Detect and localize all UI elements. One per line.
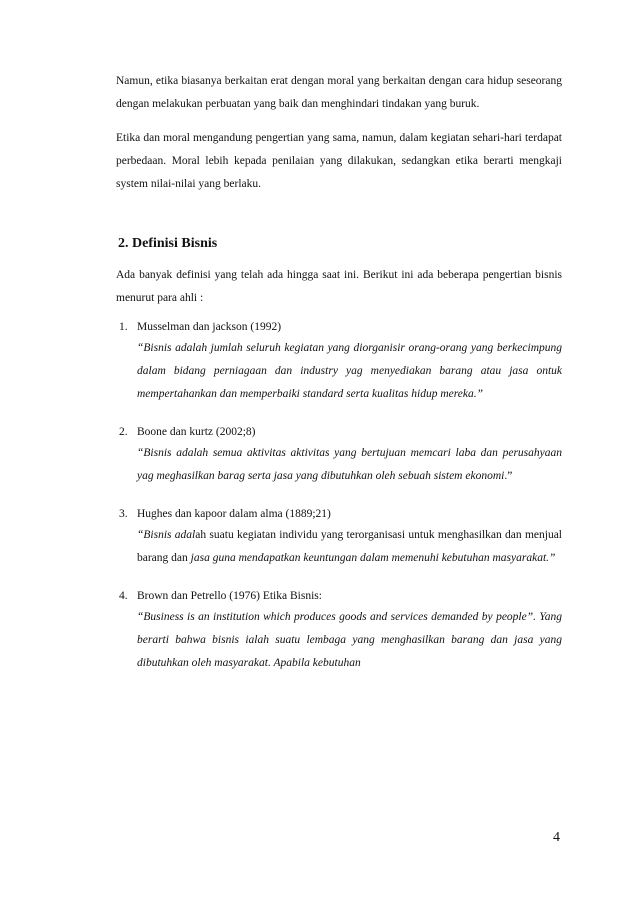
page-content <box>116 70 562 692</box>
item-quote <box>137 606 562 675</box>
definition-list <box>116 318 562 675</box>
item-source: Brown dan Petrello (1976) Etika Bisnis: <box>137 590 322 602</box>
list-item <box>116 318 562 406</box>
item-source: Hughes dan kapoor dalam alma (1889;21) <box>137 508 331 520</box>
quote-text: “Bisnis adalah semua aktivitas aktivitas yang bertujuan memcari laba dan perusahyaan yag meghasilkan barag serta jasa yang dibutuhkan oleh sebuah sistem ekonomi <box>137 447 562 482</box>
page-number: 4 <box>553 830 560 845</box>
quote-end: .” <box>504 470 513 482</box>
item-number: 2. <box>119 426 128 438</box>
quote-plain: ah suatu kegiatan individu yang terorganisasi untuk menghasilkan dan menjual barang dan <box>137 529 562 564</box>
item-quote <box>137 524 562 570</box>
paragraph-etika-moral: Namun, etika biasanya berkaitan erat dengan moral yang berkaitan dengan cara hidup seseorang dengan melakukan perbuatan yang baik dan menghindari tindakan yang buruk. <box>116 75 562 110</box>
item-number: 3. <box>119 508 128 520</box>
item-quote <box>137 337 562 406</box>
list-item <box>116 423 562 488</box>
quote-text: “Bisnis adalah jumlah seluruh kegiatan yang diorganisir orang-orang yang berkecimpung dalam bidang perniagaan dan industry yag menyediakan barang atau jasa ontuk mempertahankan dan memperbaiki standard serta kualitas hidup mereka.” <box>137 342 562 400</box>
item-number: 1. <box>119 321 128 333</box>
paragraph-perbedaan: Etika dan moral mengandung pengertian yang sama, namun, dalam kegiatan sehari-hari terdapat perbedaan. Moral lebih kepada penilaian yang dilakukan, sedangkan etika berarti mengkaji system nilai-nilai yang berlaku. <box>116 132 562 190</box>
quote-text-end: jasa guna mendapatkan keuntungan dalam memenuhi kebutuhan masyarakat.” <box>190 552 556 564</box>
item-source: Boone dan kurtz (2002;8) <box>137 426 256 438</box>
item-quote <box>137 442 562 488</box>
quote-text: “Business is an institution which produces goods and services demanded by people”. Yang berarti bahwa bisnis ialah suatu lembaga yang menghasilkan barang dan jasa yang dibutuhkan oleh masyarakat. Apabila kebutuhan <box>137 611 562 669</box>
quote-text: “Bisnis adal <box>137 529 196 541</box>
section-heading: 2. Definisi Bisnis <box>118 236 218 251</box>
item-source: Musselman dan jackson (1992) <box>137 321 282 333</box>
item-number: 4. <box>119 590 128 602</box>
section-intro: Ada banyak definisi yang telah ada hingga saat ini. Berikut ini ada beberapa pengertian bisnis menurut para ahli : <box>116 269 562 304</box>
list-item <box>116 587 562 675</box>
list-item <box>116 505 562 570</box>
